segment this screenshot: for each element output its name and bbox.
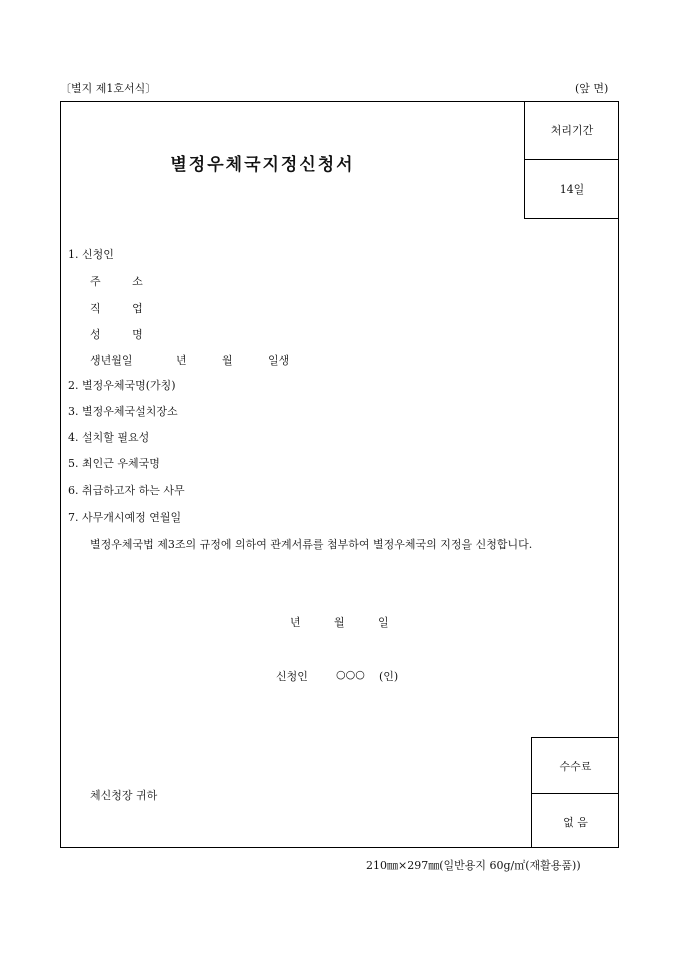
date-year: 년 [290,616,301,629]
applicant-heading: 1. 신청인 [68,248,114,261]
address-label: 주 소 [90,275,157,288]
birth-label: 생년월일 [90,354,133,367]
fee-label: 수수료 [559,759,592,773]
item-install-location: 3. 별정우체국설치장소 [68,405,178,418]
job-label: 직 업 [90,302,157,315]
birth-day: 일생 [268,354,290,367]
processing-period-box [524,101,619,219]
signature-name: ○○○ [336,668,365,681]
item-nearest-office: 5. 최인근 우체국명 [68,457,160,470]
item-office-name: 2. 별정우체국명(가칭) [68,379,176,392]
page-side: (앞 면) [575,82,609,95]
page-title: 별정우체국지정신청서 [170,155,355,175]
name-label: 성 명 [90,328,157,341]
item-necessity: 4. 설치할 필요성 [68,431,150,444]
date-day: 일 [378,616,389,629]
recipient: 체신청장 귀하 [90,789,158,802]
application-statement: 별정우체국법 제3조의 규정에 의하여 관계서류를 첨부하여 별정우체국의 지정을 신청합니다. [90,538,533,551]
date-month: 월 [334,616,345,629]
signature-seal: (인) [379,670,399,683]
birth-year: 년 [176,354,187,367]
form-number: 〔별지 제1호서식〕 [60,82,157,95]
processing-period-value: 14일 [525,159,619,218]
item-services: 6. 취급하고자 하는 사무 [68,484,185,497]
processing-period-label: 처리기간 [550,124,594,137]
item-start-date: 7. 사무개시예정 연월일 [68,511,182,524]
birth-month: 월 [222,354,233,367]
paper-spec-footer: 210㎜×297㎜(일반용지 60g/㎡(재활용품)) [366,859,581,872]
fee-box [531,737,619,848]
signature-label: 신청인 [276,670,308,683]
fee-value: 없 음 [532,793,619,849]
